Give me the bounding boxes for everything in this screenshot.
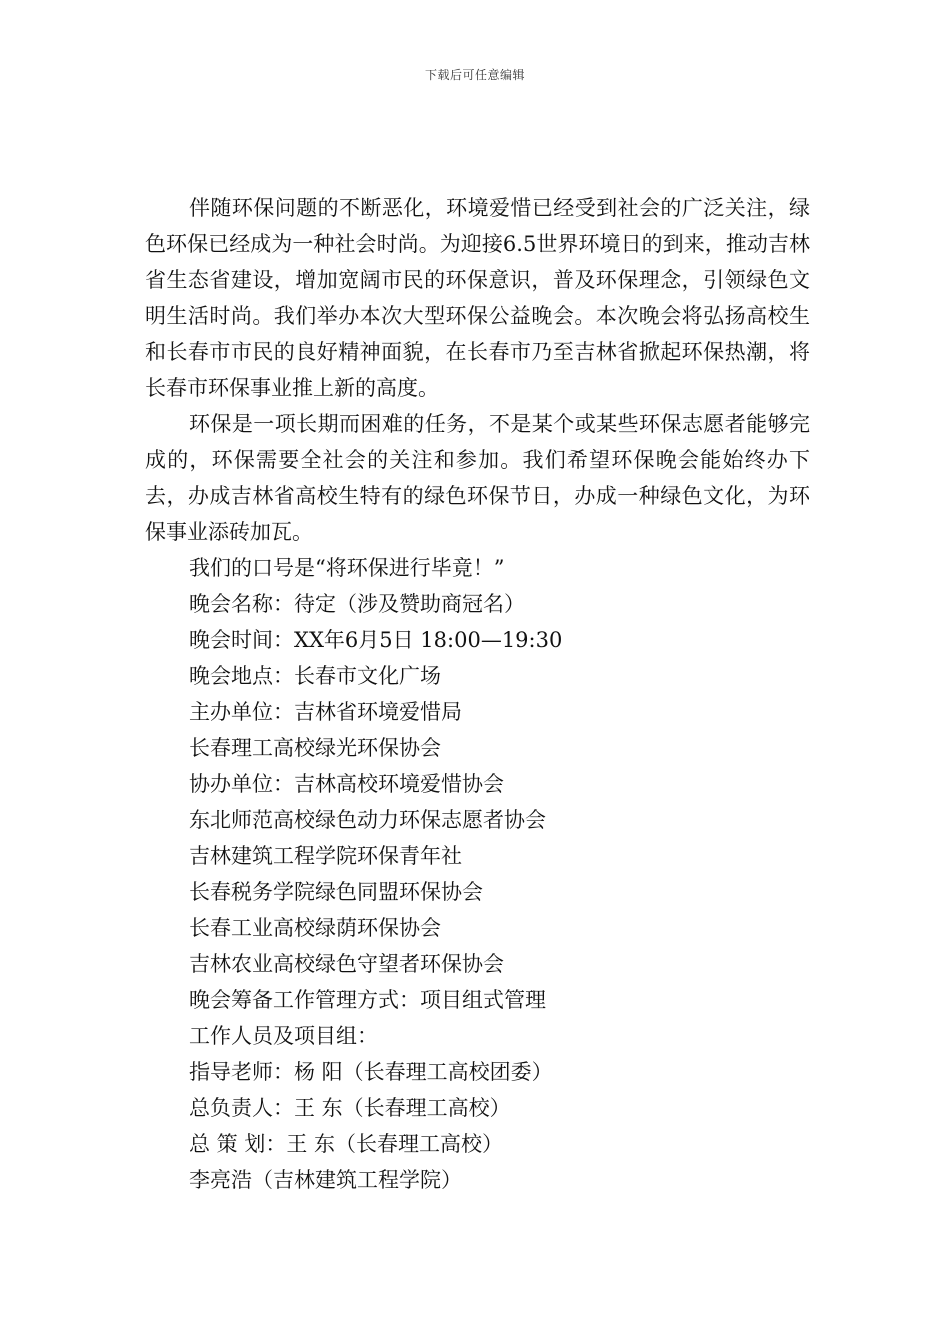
co-organizer-line-5: 长春工业高校绿荫环保协会 — [189, 916, 441, 940]
event-time-line: 晚会时间：XX年6月5日 18:00—19:30 — [189, 628, 563, 652]
co-organizer-line-6: 吉林农业高校绿色守望者环保协会 — [189, 952, 504, 976]
planner-line-2: 李亮浩（吉林建筑工程学院） — [189, 1168, 462, 1192]
advisor-line: 指导老师：杨 阳（长春理工高校团委） — [189, 1060, 553, 1084]
intro-paragraph: 伴随环保问题的不断恶化，环境爱惜已经受到社会的广泛关注，绿色环保已经成为一种社会时尚。为迎接6.5世界环境日的到来，推动吉林省生态省建设，增加宽阔市民的环保意识，普及环保理念，引领绿色文明生活时尚。我们举办本次大型环保公益晚会。本次晚会将弘扬高校生和长春市市民的良好精神面貌，在长春市乃至吉林省掀起环保热潮，将长春市环保事业推上新的高度。 — [145, 196, 810, 400]
co-organizer-line-3: 吉林建筑工程学院环保青年社 — [189, 844, 462, 868]
organizer-line: 主办单位：吉林省环境爱惜局 — [189, 700, 462, 724]
co-organizer-line-4: 长春税务学院绿色同盟环保协会 — [189, 880, 483, 904]
staff-heading-line: 工作人员及项目组： — [189, 1024, 378, 1048]
event-venue-line: 晚会地点：长春市文化广场 — [189, 664, 441, 688]
planner-line: 总 策 划：王 东（长春理工高校） — [189, 1132, 504, 1156]
organizer-line-2: 长春理工高校绿光环保协会 — [189, 736, 441, 760]
co-organizer-line-2: 东北师范高校绿色动力环保志愿者协会 — [189, 808, 546, 832]
management-mode-line: 晚会筹备工作管理方式：项目组式管理 — [189, 988, 546, 1012]
document-body — [145, 190, 810, 1198]
lead-line: 总负责人：王 东（长春理工高校） — [189, 1096, 511, 1120]
event-name-line: 晚会名称：待定（涉及赞助商冠名） — [189, 592, 525, 616]
page-header-note: 下载后可任意编辑 — [424, 68, 525, 82]
co-organizer-line: 协办单位：吉林高校环境爱惜协会 — [189, 772, 504, 796]
slogan-line: 我们的口号是“将环保进行毕竟！” — [189, 556, 505, 580]
mission-paragraph: 环保是一项长期而困难的任务，不是某个或某些环保志愿者能够完成的，环保需要全社会的关注和参加。我们希望环保晚会能始终办下去，办成吉林省高校生特有的绿色环保节日，办成一种绿色文化，为环保事业添砖加瓦。 — [145, 412, 810, 544]
